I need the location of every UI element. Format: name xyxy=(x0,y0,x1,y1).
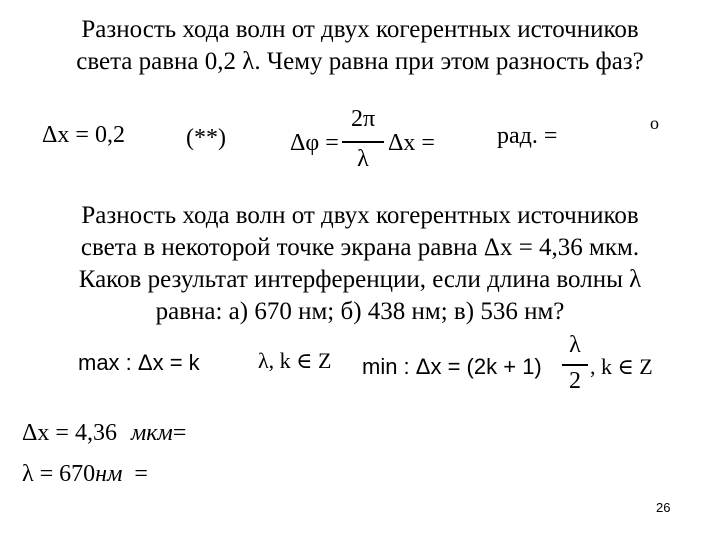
lambda-unit: нм xyxy=(95,461,123,487)
degree-mark: о xyxy=(650,113,659,133)
problem2-line: равна: а) 670 нм; б) 438 нм; в) 536 нм? xyxy=(155,298,565,325)
phase-fraction xyxy=(342,104,384,178)
delta-x-value: Δx = 4,36 xyxy=(22,420,117,446)
problem2-line: Разность хода волн от двух когерентных источников xyxy=(81,202,639,229)
phase-diff-lhs: Δφ = xyxy=(290,130,339,156)
min-condition: min : Δx = (2k + 1) xyxy=(362,354,542,379)
problem2-text xyxy=(20,200,700,328)
fraction-bar xyxy=(562,364,588,366)
reference-mark: (**) xyxy=(186,125,226,151)
page-number: 26 xyxy=(656,500,671,515)
given-delta-x: Δx = 0,2 xyxy=(42,122,125,148)
lambda-value: λ = 670 xyxy=(22,461,96,487)
problem2-line: Каков результат интерференции, если длина волны λ xyxy=(78,266,642,293)
phase-diff-rhs: Δx = xyxy=(388,130,435,156)
radian-unit: рад. = xyxy=(497,123,558,149)
delta-x-given xyxy=(22,420,186,447)
max-condition-tail: λ, k ∈ Z xyxy=(258,348,332,373)
delta-x-equals: = xyxy=(172,420,187,446)
fraction-denominator: λ xyxy=(357,146,369,172)
fraction-numerator: 2π xyxy=(350,106,376,132)
problem2-line: света в некоторой точке экрана равна Δx = 4,36 мкм. xyxy=(80,234,640,261)
lambda-given xyxy=(22,461,148,488)
min-fraction xyxy=(562,330,588,400)
fraction-bar xyxy=(342,141,384,143)
problem1-text xyxy=(20,14,700,78)
fraction-numerator: λ xyxy=(569,332,581,358)
delta-x-unit: мкм xyxy=(130,420,173,446)
fraction-denominator: 2 xyxy=(569,368,581,394)
problem1-line: Разность хода волн от двух когерентных источников xyxy=(81,16,639,43)
problem1-line: света равна 0,2 λ. Чему равна при этом разность фаз? xyxy=(76,48,644,75)
lambda-equals: = xyxy=(134,461,148,487)
max-condition: max : Δx = k xyxy=(78,350,200,375)
min-condition-tail: , k ∈ Z xyxy=(590,354,653,379)
